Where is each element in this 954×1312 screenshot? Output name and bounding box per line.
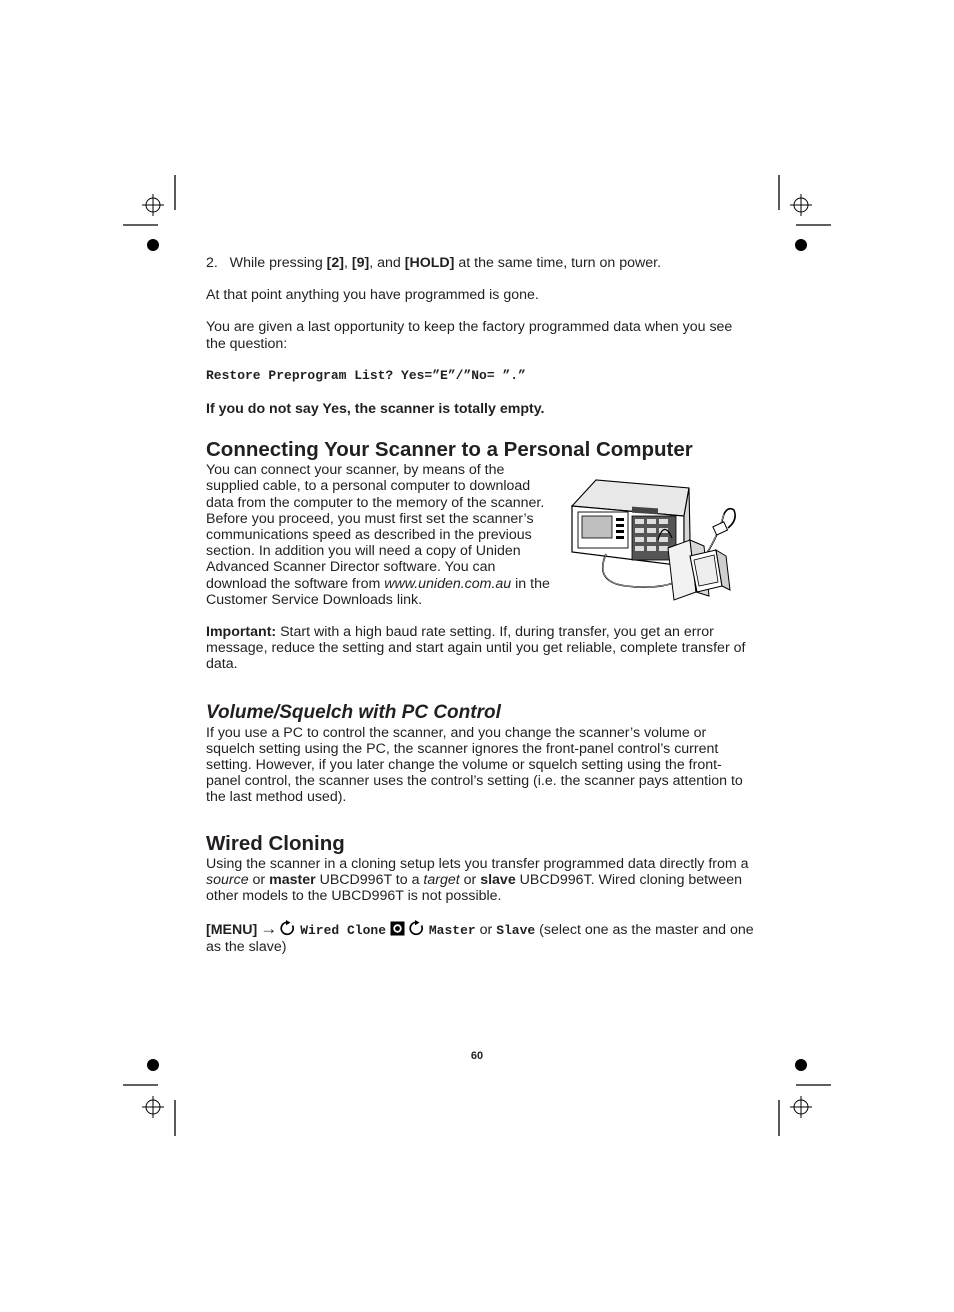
important-label: Important: [206,624,277,641]
page-number: 60 [470,1050,484,1062]
pc-section-heading: Connecting Your Scanner to a Personal Computer [206,438,693,462]
arrow-right-icon: → [260,919,278,939]
term-slave: slave [480,871,516,888]
registration-mark-bottom-left [120,1054,180,1138]
menu-instruction-tail: (select one as the master and one as the slave) [206,922,754,956]
cloning-text: UBCD996T. Wired cloning between other models to the UBCD996T is not possible. [206,871,743,905]
separator: , [344,255,352,271]
cloning-paragraph [206,856,754,905]
registration-mark-top-left [120,172,180,256]
cloning-text: or [248,871,270,888]
rotate-knob-icon [409,920,425,936]
step-2 [206,255,754,271]
term-target: target [423,871,460,888]
step-text-post: at the same time, turn on power. [454,255,662,271]
or-text: or [475,922,497,939]
menu-key: [MENU] [206,922,258,939]
last-opportunity-paragraph: You are given a last opportunity to keep the factory programmed data when you see the question: [206,319,733,352]
cloning-text: or [459,871,481,888]
step-text-pre: While pressing [229,255,327,271]
registration-mark-bottom-right [774,1054,834,1138]
select-key-icon [390,921,405,936]
pc-text-post: in the Customer Service Downloads link. [206,575,550,608]
menu-item-wired-clone: Wired Clone [300,923,387,939]
restore-prompt: Restore Preprogram List? Yes=”E”/”No= ”.” [206,367,526,383]
volume-section-paragraph: If you use a PC to control the scanner, and you change the scanner’s volume or squelch setting using the PC, the scanner ignores the front-panel control’s current setting. However, if you later change the volume or squelch setting using the front-panel control, the scanner uses the control’s setting (i.e. the scanner pays attention to the last method used). [206,724,743,806]
uniden-url: www.uniden.com.au [384,575,512,592]
volume-section-heading: Volume/Squelch with PC Control [206,701,501,723]
cloning-text: Using the scanner in a cloning setup lets you transfer programmed data directly from a [206,855,749,872]
key-hold: [HOLD] [404,255,455,271]
option-master: Master [428,923,476,939]
option-slave: Slave [496,923,536,939]
important-paragraph [206,624,754,673]
scanner-pc-illustration [566,476,742,604]
pc-section-body [206,462,754,608]
empty-warning: If you do not say Yes, the scanner is totally empty. [206,401,545,418]
cloning-section-heading: Wired Cloning [206,831,345,855]
key-9: [9] [351,255,370,271]
term-master: master [269,871,316,888]
page-content [206,255,754,956]
key-2: [2] [326,255,345,271]
term-source: source [206,871,249,888]
rotate-knob-icon [280,920,296,936]
important-text: Start with a high baud rate setting. If, during transfer, you get an error message, reduce the setting and start again until you get reliable, complete transfer of data. [206,624,746,673]
step-number: 2. [206,255,218,271]
registration-mark-top-right [774,172,834,256]
menu-instruction [206,920,754,955]
pc-text: You can connect your scanner, by means of the supplied cable, to a personal computer to download data from the computer to the memory of the scanner. Before you proceed, you must first set the scanner’s communications speed as described in the previous section. In addition you will need a copy of Uniden Advanced Scanner Director software. You can download the software from [206,462,545,592]
gone-paragraph: At that point anything you have programmed is gone. [206,287,539,304]
cloning-text: UBCD996T to a [315,871,424,888]
separator: , and [369,255,405,271]
